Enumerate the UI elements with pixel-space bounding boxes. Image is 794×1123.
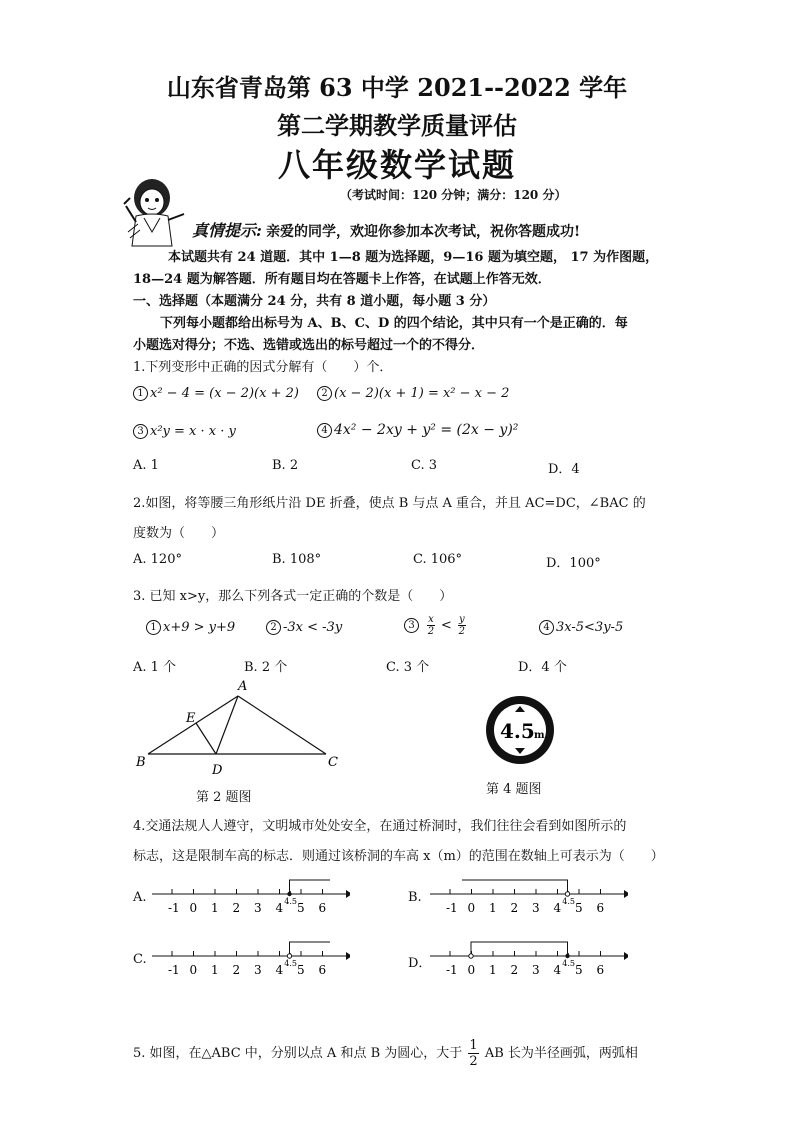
intro-line-2: 18—24 题为解答题．所有题目均在答题卡上作答，在试题上作答无效． — [133, 272, 551, 287]
q1-option-c: C. 3 — [411, 458, 438, 473]
tick-label: 6 — [318, 901, 327, 915]
q2-option-d: D．100° — [546, 556, 601, 571]
number-line-ticks — [168, 951, 326, 977]
tick-label: -1 — [168, 901, 180, 915]
figure-4-caption: 第 4 题图 — [486, 782, 542, 797]
q1-expr-1: x² − 4 = (x − 2)(x + 2) — [150, 386, 299, 401]
q3-item-1 — [146, 620, 235, 635]
title-term: 第二学期教学质量评估 — [277, 111, 517, 140]
tick-label: 1 — [489, 963, 497, 977]
q1-stem: 1.下列变形中正确的因式分解有（ ）个． — [133, 360, 393, 375]
tick-label: 3 — [254, 901, 262, 915]
q1-item-4 — [317, 422, 518, 438]
tick-label: 3 — [532, 901, 540, 915]
q3-item-3 — [404, 614, 468, 637]
circled-number: 1 — [133, 386, 148, 401]
circled-number: 2 — [266, 620, 281, 635]
sign-unit: m — [534, 730, 545, 741]
number-line-a — [150, 872, 350, 916]
q4-stem-1: 4.交通法规人人遵守，文明城市处处安全，在通过桥洞时，我们往往会看到如图所示的 — [133, 819, 627, 834]
tick-label: 4 — [553, 963, 562, 977]
q4-option-b-label: B. — [408, 890, 422, 905]
tick-label: 4.5 — [284, 897, 297, 906]
q3-option-d: D．4 个 — [518, 660, 567, 675]
label-e: E — [186, 711, 196, 726]
section-1-title: 一、选择题（本题满分 24 分，共有 8 道小题，每小题 3 分） — [133, 294, 496, 309]
q5-stem — [133, 1038, 638, 1069]
tick-label: 6 — [596, 901, 605, 915]
q1-option-d: D．4 — [548, 462, 580, 477]
q3-frac-left: $\frac{x}{2}$ — [427, 614, 435, 637]
tick-label: 2 — [510, 901, 519, 915]
circled-number: 4 — [317, 423, 332, 438]
section-1-desc-1: 下列每小题都给出标号为 A、B、C、D 的四个结论，其中只有一个是正确的．每 — [160, 316, 628, 331]
tick-label: -1 — [446, 901, 458, 915]
tick-label: 4 — [553, 901, 562, 915]
number-line-ticks — [446, 889, 604, 915]
q3-frac-right: $\frac{y}{2}$ — [458, 614, 465, 637]
tick-label: 5 — [575, 901, 583, 915]
q1-expr-4: 4x² − 2xy + y² = (2x − y)² — [334, 422, 519, 438]
circled-number: 2 — [317, 386, 332, 401]
circled-number: 3 — [133, 424, 148, 439]
tick-label: 1 — [211, 963, 219, 977]
figure-2-triangle — [130, 676, 350, 776]
q4-option-d-label: D． — [408, 956, 432, 971]
q2-stem-1: 2.如图，将等腰三角形纸片沿 DE 折叠，使点 B 与点 A 重合，并且 AC=DC，∠BAC 的 — [133, 496, 646, 511]
tick-label: 4 — [275, 963, 284, 977]
q2-stem-2: 度数为（ ） — [133, 526, 225, 541]
circled-number: 3 — [404, 618, 419, 633]
q1-item-2 — [317, 386, 509, 401]
tip-text: 亲爱的同学，欢迎你参加本次考试，祝你答题成功! — [266, 224, 581, 240]
q3-expr-2: -3x < -3y — [283, 620, 343, 635]
q1-option-b: B. 2 — [272, 458, 299, 473]
tick-label: 6 — [318, 963, 327, 977]
q5-fraction: $\frac{1}{2}$ — [469, 1038, 478, 1069]
intro-line-1: 本试题共有 24 道题．其中 1—8 题为选择题，9—16 题为填空题， 17 为作图题， — [168, 250, 659, 265]
tick-label: -1 — [168, 963, 180, 977]
tick-label: 4.5 — [562, 959, 575, 968]
q1-option-a: A. 1 — [133, 458, 159, 473]
tick-label: 5 — [575, 963, 583, 977]
q3-stem: 3. 已知 x>y，那么下列各式一定正确的个数是（ ） — [133, 589, 453, 604]
tick-label: 0 — [467, 963, 476, 977]
title-subject: 八年级数学试题 — [277, 146, 516, 184]
section-1-desc-2: 小题选对得分；不选、选错或选出的标号超过一个的不得分． — [133, 338, 485, 353]
q3-item-2 — [266, 620, 342, 635]
q3-option-b: B. 2 个 — [244, 660, 288, 675]
q1-item-1 — [133, 386, 299, 401]
tick-label: 6 — [596, 963, 605, 977]
tip-line — [192, 218, 580, 241]
tick-label: 0 — [467, 901, 476, 915]
tick-label: 3 — [532, 963, 540, 977]
q3-expr-1: x+9 > y+9 — [163, 620, 236, 635]
q4-stem-2: 标志，这是限制车高的标志．则通过该桥洞的车高 x（m）的范围在数轴上可表示为（ ） — [133, 849, 664, 864]
height-limit-sign-icon — [484, 694, 556, 766]
label-a: A — [238, 679, 248, 694]
q1-expr-3: x²y = x · x · y — [150, 424, 236, 439]
q3-expr-4: 3x-5<3y-5 — [556, 620, 624, 635]
tick-label: 5 — [297, 901, 305, 915]
label-d: D — [212, 763, 223, 776]
tick-label: -1 — [446, 963, 458, 977]
tick-label: 0 — [189, 901, 198, 915]
tick-label: 2 — [510, 963, 519, 977]
q2-option-a: A. 120° — [133, 552, 182, 567]
q4-option-c-label: C. — [133, 952, 147, 967]
tick-label: 4.5 — [562, 897, 575, 906]
q2-option-c: C. 106° — [413, 552, 463, 567]
tick-label: 4 — [275, 901, 284, 915]
number-line-b — [428, 872, 628, 916]
teacher-illustration — [118, 176, 188, 248]
tick-label: 2 — [232, 901, 241, 915]
q4-option-a-label: A. — [133, 890, 147, 905]
circled-number: 1 — [146, 620, 161, 635]
number-line-d — [428, 934, 628, 978]
tick-label: 2 — [232, 963, 241, 977]
circled-number: 4 — [539, 620, 554, 635]
q1-expr-2: (x − 2)(x + 1) = x² − x − 2 — [334, 386, 510, 401]
q3-item-4 — [539, 620, 623, 635]
number-line-c — [150, 934, 350, 978]
tick-label: 1 — [489, 901, 497, 915]
tick-label: 3 — [254, 963, 262, 977]
sign-value: 4.5 — [500, 719, 535, 743]
figure-2-caption: 第 2 题图 — [196, 790, 252, 805]
q1-item-3 — [133, 424, 236, 439]
q2-option-b: B. 108° — [272, 552, 322, 567]
tick-label: 5 — [297, 963, 305, 977]
q3-op: < — [440, 618, 452, 633]
number-line-ticks — [168, 889, 326, 915]
tick-label: 4.5 — [284, 959, 297, 968]
label-c: C — [328, 755, 338, 770]
tick-label: 0 — [189, 963, 198, 977]
q5-stem-b: AB 长为半径画弧，两弧相 — [484, 1046, 638, 1061]
label-b: B — [136, 755, 146, 770]
q3-option-a: A. 1 个 — [133, 660, 177, 675]
tip-label: 真情提示: — [192, 221, 262, 240]
q3-option-c: C. 3 个 — [386, 660, 430, 675]
exam-info: （考试时间：120 分钟；满分：120 分） — [340, 188, 567, 202]
q5-stem-a: 5. 如图，在△ABC 中，分别以点 A 和点 B 为圆心，大于 — [133, 1046, 463, 1061]
title-school: 山东省青岛第 63 中学 2021--2022 学年 — [166, 73, 628, 102]
tick-label: 1 — [211, 901, 219, 915]
